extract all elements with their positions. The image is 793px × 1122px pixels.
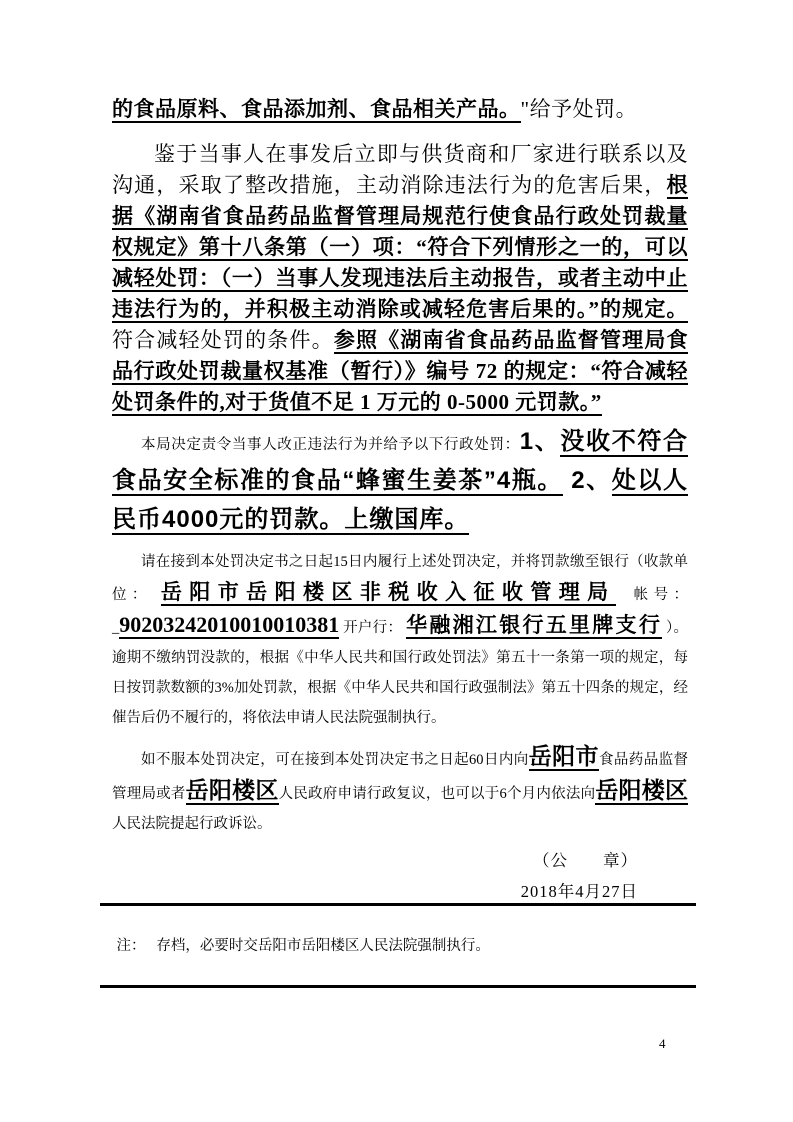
text-run-normal: 鉴于当事人在事发后立即与供货商和厂家进行联系以及沟通，采取了整改措施，主动消除违法行为的危害后果， (112, 142, 688, 197)
text-run-region: 岳阳楼区 (185, 777, 279, 803)
text-run-normal: 人民法院提起行政诉讼。 (112, 816, 272, 832)
text-run-penalty-number: 2、 (563, 467, 612, 494)
para-payment (112, 547, 688, 733)
para-decision (112, 424, 688, 541)
text-run-bank: 岳阳市岳阳楼区非税收入征收管理局 (160, 580, 616, 604)
official-seal-placeholder: （公 章） (533, 851, 638, 870)
text-run-bank: 华融湘江银行五里牌支行 (406, 613, 663, 637)
text-run-region: 岳阳楼区 (595, 777, 689, 803)
archive-note (100, 903, 696, 988)
para-mitigation (112, 139, 688, 418)
text-run-region: 岳阳市 (528, 743, 599, 769)
para-intro-continuation (112, 94, 688, 125)
archive-note-text: 注： 存档，必要时交岳阳市岳阳楼区人民法院强制执行。 (116, 938, 490, 954)
text-run-emphasis: 的食品原料、食品添加剂、食品相关产品。 (112, 97, 521, 121)
text-run-normal: 请在接到本处罚决定书之日起15日内履行上述处罚决定，并将罚款缴至银行（收款单位： (112, 554, 688, 603)
text-run-normal: 开户行： (339, 620, 407, 636)
text-run-normal: 本局决定责令当事人改正违法行为并给予以下行政处罚： (141, 437, 520, 453)
text-run-normal: 食品药品监督管理局或者 (112, 752, 689, 802)
text-run-normal: 如不服本处罚决定，可在接到本处罚决定书之日起60日内向 (141, 752, 529, 768)
text-run-account: 90203242010010010381 (119, 612, 340, 637)
para-appeal (112, 741, 688, 839)
text-run-emphasis: 参照《湖南省食品药品监督管理局食品行政处罚裁量权基准（暂行）》编号 72 的规定：“符合减轻处罚条件的,对于货值不足 1 万元的 0-5000 元罚款。” (112, 328, 689, 414)
text-run-penalty: 没收不符合食品安全标准的食品“蜂蜜生姜茶”4瓶。 (112, 428, 689, 494)
decision-date: 2018年4月27日 (520, 882, 638, 901)
signature-block (112, 845, 688, 907)
text-run-normal: 符合减轻处罚的条件。 (112, 328, 334, 352)
text-run-normal: "给予处罚。 (520, 97, 638, 121)
text-run-penalty: 处以人民币4000元的罚款。上缴国库。 (112, 467, 688, 533)
text-run-normal: ）。逾期不缴纳罚没款的，根据《中华人民共和国行政处罚法》第五十一条第一项的规定，每日按罚款数额的3%加处罚款，根据《中华人民共和国行政强制法》第五十四条的规定，经催告后仍不履行的，将依法申请人民法院强制执行。 (112, 620, 689, 726)
page-number: 4 (659, 1036, 666, 1051)
document-body (112, 94, 688, 907)
text-run-penalty-number: 1、 (519, 428, 561, 455)
text-run-normal: 人民政府申请行政复议，也可以于6个月内依法向 (278, 786, 596, 802)
text-run-normal: 帐号：_ (112, 587, 689, 636)
text-run-emphasis: 根据《湖南省食品药品监督管理局规范行使食品行政处罚裁量权规定》第十八条第（一）项：“符合下列情形之一的，可以减轻处罚：（一）当事人发现违法后主动报告，或者主动中止违法行为的，并积极主动消除或减轻危害后果的。”的规定。 (112, 173, 688, 321)
